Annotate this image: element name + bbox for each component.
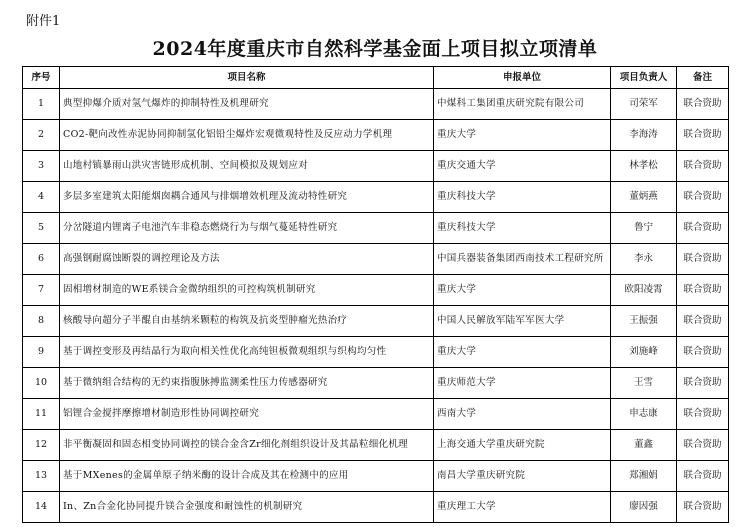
cell-no: 3 <box>23 151 60 182</box>
table-row <box>23 89 729 120</box>
cell-project-name: 基于MXenes的金属单原子纳米酶的设计合成及其在检测中的应用 <box>60 461 434 492</box>
table-row <box>23 461 729 492</box>
cell-lead: 林孝松 <box>611 151 677 182</box>
cell-unit: 南昌大学重庆研究院 <box>434 461 611 492</box>
cell-project-name: 典型抑爆介质对氢气爆炸的抑制特性及机理研究 <box>60 89 434 120</box>
column-header-lead: 项目负责人 <box>611 67 677 89</box>
table-header-row <box>23 67 729 89</box>
cell-no: 12 <box>23 430 60 461</box>
table-row <box>23 337 729 368</box>
table-row <box>23 275 729 306</box>
cell-unit: 西南大学 <box>434 399 611 430</box>
cell-note: 联合资助 <box>677 399 729 430</box>
cell-unit: 中国人民解放军陆军军医大学 <box>434 306 611 337</box>
table-row <box>23 492 729 523</box>
cell-lead: 郑湘娟 <box>611 461 677 492</box>
cell-note: 联合资助 <box>677 368 729 399</box>
cell-no: 5 <box>23 213 60 244</box>
cell-lead: 王雪 <box>611 368 677 399</box>
cell-note: 联合资助 <box>677 213 729 244</box>
table-row <box>23 244 729 275</box>
cell-lead: 司荣军 <box>611 89 677 120</box>
project-table <box>22 66 729 523</box>
cell-project-name: In、Zn合金化协同提升镁合金强度和耐蚀性的机制研究 <box>60 492 434 523</box>
cell-no: 4 <box>23 182 60 213</box>
cell-unit: 重庆大学 <box>434 120 611 151</box>
cell-note: 联合资助 <box>677 89 729 120</box>
cell-project-name: CO2-靶向改性赤泥协同抑制氢化铝铅尘爆炸宏观微观特性及反应动力学机理 <box>60 120 434 151</box>
cell-note: 联合资助 <box>677 492 729 523</box>
column-header-note: 备注 <box>677 67 729 89</box>
cell-lead: 董炳燕 <box>611 182 677 213</box>
cell-project-name: 铝锂合金搅拌摩擦增材制造形性协同调控研究 <box>60 399 434 430</box>
cell-no: 8 <box>23 306 60 337</box>
cell-unit: 重庆理工大学 <box>434 492 611 523</box>
table-row <box>23 120 729 151</box>
cell-note: 联合资助 <box>677 244 729 275</box>
cell-project-name: 分岔隧道内锂离子电池汽车非稳态燃烧行为与烟气蔓延特性研究 <box>60 213 434 244</box>
cell-project-name: 固相增材制造的WE系镁合金微纳组织的可控构筑机制研究 <box>60 275 434 306</box>
table-body <box>23 89 729 523</box>
cell-project-name: 基于微纳组合结构的无约束指腹脉搏监测柔性压力传感器研究 <box>60 368 434 399</box>
table-row <box>23 151 729 182</box>
cell-note: 联合资助 <box>677 182 729 213</box>
cell-unit: 重庆科技大学 <box>434 182 611 213</box>
table-row <box>23 368 729 399</box>
cell-lead: 刘施峰 <box>611 337 677 368</box>
cell-unit: 重庆科技大学 <box>434 213 611 244</box>
cell-lead: 李海涛 <box>611 120 677 151</box>
cell-no: 1 <box>23 89 60 120</box>
cell-lead: 董鑫 <box>611 430 677 461</box>
cell-note: 联合资助 <box>677 120 729 151</box>
cell-no: 11 <box>23 399 60 430</box>
cell-project-name: 基于调控变形及再结晶行为取向相关性优化高纯钽板微观组织与织构均匀性 <box>60 337 434 368</box>
cell-unit: 重庆大学 <box>434 275 611 306</box>
cell-no: 2 <box>23 120 60 151</box>
table-row <box>23 399 729 430</box>
cell-project-name: 山地村镇暴雨山洪灾害链形成机制、空间模拟及规划应对 <box>60 151 434 182</box>
cell-no: 7 <box>23 275 60 306</box>
cell-note: 联合资助 <box>677 337 729 368</box>
cell-project-name: 高强钢耐腐蚀断裂的调控理论及方法 <box>60 244 434 275</box>
cell-project-name: 核酸导向超分子半醌自由基纳米颗粒的构筑及抗炎型肿瘤光热治疗 <box>60 306 434 337</box>
cell-unit: 重庆师范大学 <box>434 368 611 399</box>
cell-note: 联合资助 <box>677 275 729 306</box>
cell-unit: 重庆大学 <box>434 337 611 368</box>
cell-no: 6 <box>23 244 60 275</box>
cell-note: 联合资助 <box>677 461 729 492</box>
cell-lead: 廖因强 <box>611 492 677 523</box>
cell-unit: 上海交通大学重庆研究院 <box>434 430 611 461</box>
cell-no: 13 <box>23 461 60 492</box>
cell-lead: 申志康 <box>611 399 677 430</box>
table-row <box>23 213 729 244</box>
cell-lead: 欧阳凌霄 <box>611 275 677 306</box>
column-header-name: 项目名称 <box>60 67 434 89</box>
cell-note: 联合资助 <box>677 151 729 182</box>
page-title: 2024年度重庆市自然科学基金面上项目拟立项清单 <box>152 38 598 60</box>
cell-unit: 中煤科工集团重庆研究院有限公司 <box>434 89 611 120</box>
cell-no: 10 <box>23 368 60 399</box>
cell-no: 9 <box>23 337 60 368</box>
column-header-unit: 申报单位 <box>434 67 611 89</box>
table-row <box>23 306 729 337</box>
cell-no: 14 <box>23 492 60 523</box>
cell-unit: 中国兵器装备集团西南技术工程研究所 <box>434 244 611 275</box>
cell-note: 联合资助 <box>677 306 729 337</box>
table-row <box>23 182 729 213</box>
cell-unit: 重庆交通大学 <box>434 151 611 182</box>
cell-project-name: 多层多室建筑太阳能烟囱耦合通风与排烟增效机理及流动特性研究 <box>60 182 434 213</box>
cell-project-name: 非平衡凝固和固态相变协同调控的镁合金含Zr细化剂组织设计及其晶粒细化机理 <box>60 430 434 461</box>
cell-lead: 王振强 <box>611 306 677 337</box>
attachment-label: 附件1 <box>26 14 61 29</box>
table-row <box>23 430 729 461</box>
cell-lead: 鲁宁 <box>611 213 677 244</box>
cell-lead: 李永 <box>611 244 677 275</box>
column-header-no: 序号 <box>23 67 60 89</box>
cell-note: 联合资助 <box>677 430 729 461</box>
